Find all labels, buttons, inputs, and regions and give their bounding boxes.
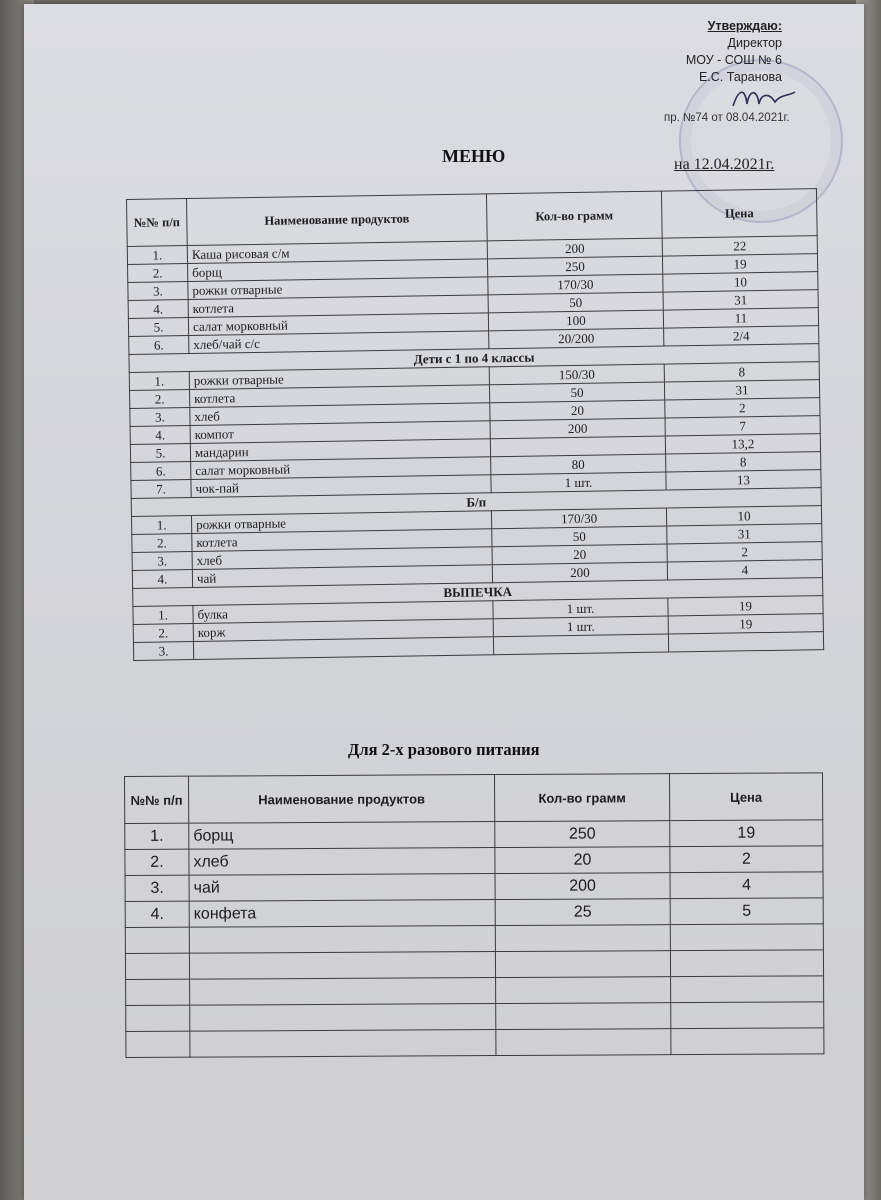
cell-price: 31 (664, 380, 819, 400)
cell-number: 2. (132, 534, 192, 553)
cell-price (671, 1028, 824, 1055)
cell-grams: 50 (492, 526, 667, 547)
cell-grams (496, 977, 671, 1004)
cell-grams: 150/30 (489, 364, 664, 385)
cell-price: 4 (670, 872, 823, 899)
cell-grams: 170/30 (491, 508, 666, 529)
signature (729, 84, 799, 114)
cell-product: котлета (188, 295, 488, 318)
table-row (125, 820, 823, 850)
cell-number (125, 927, 189, 953)
cell-price (670, 950, 823, 977)
cell-number: 6. (131, 462, 191, 481)
menu-table (126, 188, 824, 661)
cell-number: 1. (133, 605, 193, 624)
cell-product: хлеб (190, 403, 490, 426)
cell-product: хлеб (189, 848, 495, 876)
menu-table-body (127, 236, 823, 661)
cell-price: 4 (667, 560, 822, 580)
cell-number: 4. (128, 300, 188, 319)
cell-price (670, 924, 823, 951)
cell-number: 4. (125, 901, 189, 927)
menu-sheet (24, 4, 864, 1200)
cell-product (193, 637, 493, 660)
cell-number: 1. (131, 516, 191, 535)
table-row (126, 1028, 824, 1058)
table-row (125, 846, 823, 876)
cell-number: 2. (130, 390, 190, 409)
cell-grams (496, 1029, 671, 1056)
cell-product: корж (193, 619, 493, 642)
cell-grams: 250 (487, 256, 662, 277)
table-row (126, 1002, 824, 1032)
cell-product: котлета (190, 385, 490, 408)
cell-price: 31 (663, 290, 818, 310)
menu-date: на 12.04.2021г. (674, 156, 775, 173)
cell-number: 2. (133, 623, 193, 642)
header-grams: Кол-во грамм (494, 774, 669, 822)
cell-product (189, 952, 495, 980)
header-grams: Кол-во грамм (486, 191, 662, 241)
cell-number: 1. (125, 823, 189, 849)
cell-product: салат морковный (188, 313, 488, 336)
cell-number: 4. (132, 570, 192, 589)
cell-grams: 20 (492, 544, 667, 565)
table-header-row (125, 773, 823, 824)
table-row (125, 872, 823, 902)
cell-number: 5. (130, 444, 190, 463)
cell-number: 3. (125, 875, 189, 901)
order-reference: пр. №74 от 08.04.2021г. (664, 112, 790, 124)
cell-price: 2 (670, 846, 823, 873)
table-row (125, 898, 823, 928)
cell-grams: 1 шт. (491, 472, 666, 493)
approval-title: Утверждаю: (707, 19, 782, 33)
header-price: Цена (661, 189, 817, 238)
cell-number: 3. (133, 641, 193, 660)
table-row (125, 924, 823, 954)
header-product: Наименование продуктов (187, 194, 488, 246)
section-heading: Б/п (131, 488, 821, 517)
approval-school: МОУ - СОШ № 6 (685, 53, 782, 67)
cell-grams: 200 (490, 418, 665, 439)
cell-grams (493, 634, 668, 655)
cell-price: 19 (662, 254, 817, 274)
cell-product: конфета (189, 900, 495, 928)
cell-price: 10 (666, 506, 821, 526)
cell-grams: 80 (491, 454, 666, 475)
cell-grams: 1 шт. (493, 616, 668, 637)
cell-price: 11 (663, 308, 818, 328)
two-meal-table (124, 772, 824, 1058)
header-price: Цена (669, 773, 822, 821)
cell-product: рожки отварные (189, 367, 489, 390)
cell-grams: 250 (495, 821, 670, 848)
header-number: №№ п/п (127, 199, 188, 247)
cell-grams (495, 925, 670, 952)
cell-price: 8 (666, 452, 821, 472)
cell-price: 19 (670, 820, 823, 847)
cell-number: 2. (128, 264, 188, 283)
cell-product: булка (193, 601, 493, 624)
header-product: Наименование продуктов (189, 775, 495, 824)
cell-grams: 200 (492, 562, 667, 583)
cell-product: чок-пай (191, 475, 491, 498)
cell-product: Каша рисовая с/м (187, 241, 487, 264)
cell-product (190, 1004, 496, 1032)
two-meal-table-body (125, 820, 824, 1058)
approval-name: Е.С. Таранова (698, 70, 782, 84)
cell-grams: 20 (490, 400, 665, 421)
cell-number: 6. (129, 336, 189, 355)
cell-grams: 170/30 (488, 274, 663, 295)
approval-position: Директор (727, 36, 782, 50)
cell-grams: 200 (495, 873, 670, 900)
cell-price: 5 (670, 898, 823, 925)
cell-product: борщ (188, 259, 488, 282)
cell-number: 3. (130, 408, 190, 427)
cell-number (126, 979, 190, 1005)
table-row (126, 976, 824, 1006)
cell-product: котлета (192, 529, 492, 552)
cell-number: 7. (131, 480, 191, 499)
cell-number: 3. (128, 282, 188, 301)
cell-number: 1. (127, 246, 187, 265)
cell-grams (496, 1003, 671, 1030)
cell-grams: 1 шт. (493, 598, 668, 619)
cell-product: хлеб/чай с/с (189, 331, 489, 354)
section-heading: Дети с 1 по 4 классы (129, 344, 819, 373)
cell-product: борщ (189, 822, 495, 850)
cell-product: хлеб (192, 547, 492, 570)
cell-price: 19 (668, 596, 823, 616)
cell-grams (495, 951, 670, 978)
cell-number (126, 1005, 190, 1031)
cell-price: 13 (666, 470, 821, 490)
page-title: МЕНЮ (442, 146, 506, 166)
cell-number: 2. (125, 849, 189, 875)
cell-price: 31 (667, 524, 822, 544)
cell-grams: 50 (488, 292, 663, 313)
cell-product: мандарин (190, 439, 490, 462)
cell-product (190, 1030, 496, 1058)
cell-price: 7 (665, 416, 820, 436)
table-row (125, 950, 823, 980)
cell-grams: 100 (488, 310, 663, 331)
cell-product: чай (189, 874, 495, 902)
cell-price: 19 (668, 614, 823, 634)
cell-price (668, 632, 823, 652)
cell-price (671, 1002, 824, 1029)
cell-price: 8 (664, 362, 819, 382)
cell-price: 10 (663, 272, 818, 292)
cell-product: компот (190, 421, 490, 444)
cell-number: 3. (132, 552, 192, 571)
section-heading: ВЫПЕЧКА (133, 578, 823, 607)
approval-block (522, 18, 782, 86)
section-title-two-meals: Для 2-х разового питания (348, 740, 540, 759)
cell-price: 2 (665, 398, 820, 418)
cell-price: 2/4 (664, 326, 819, 346)
cell-number: 1. (129, 372, 189, 391)
cell-product: чай (192, 565, 492, 588)
cell-number: 4. (130, 426, 190, 445)
cell-product: салат морковный (191, 457, 491, 480)
cell-grams: 20 (495, 847, 670, 874)
cell-price: 13,2 (665, 434, 820, 454)
header-number: №№ п/п (125, 776, 189, 823)
cell-grams: 25 (495, 899, 670, 926)
cell-product: рожки отварные (191, 511, 491, 534)
cell-product: рожки отварные (188, 277, 488, 300)
cell-grams: 50 (489, 382, 664, 403)
cell-price: 2 (667, 542, 822, 562)
cell-grams: 200 (487, 238, 662, 259)
cell-number: 5. (128, 318, 188, 337)
cell-price (671, 976, 824, 1003)
cell-grams: 20/200 (489, 328, 664, 349)
cell-product (189, 926, 495, 954)
cell-product (190, 978, 496, 1006)
cell-price: 22 (662, 236, 817, 256)
cell-number (125, 953, 189, 979)
cell-number (126, 1031, 190, 1057)
